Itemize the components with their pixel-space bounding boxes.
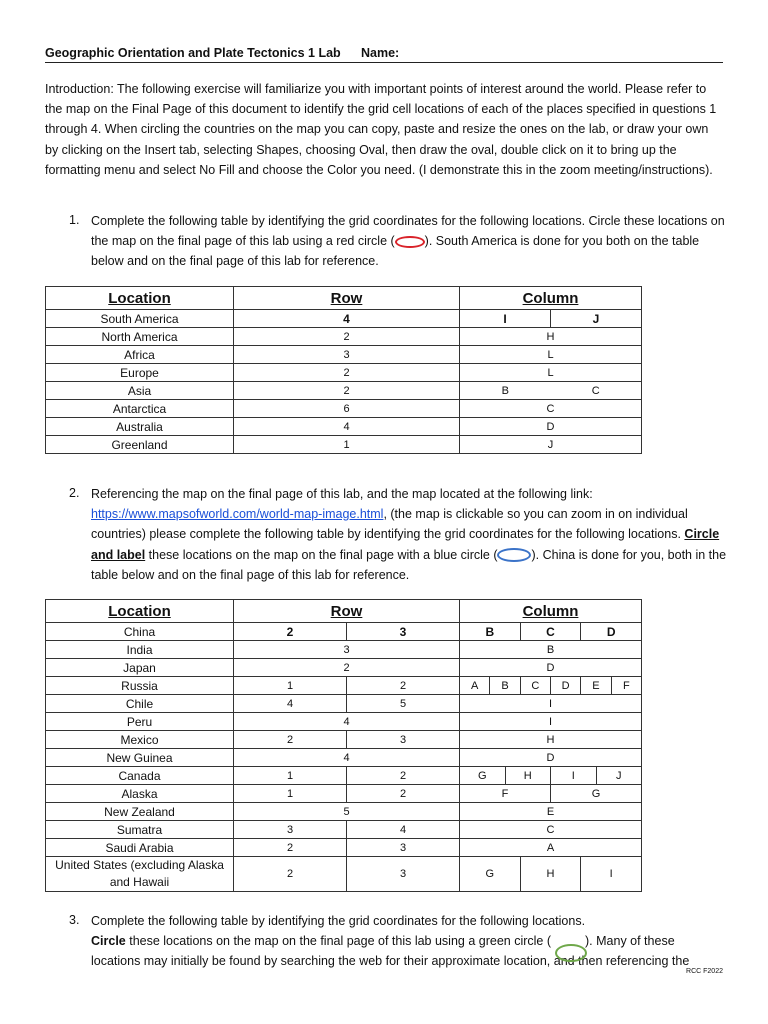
column-header: Row [234, 287, 460, 310]
table-row [46, 677, 642, 695]
row-cell [234, 382, 460, 400]
column-cell [460, 400, 642, 418]
column-value: B [546, 643, 555, 656]
row-value: 2 [343, 366, 350, 379]
table-row [46, 803, 642, 821]
column-cell [460, 695, 642, 713]
column-header: Location [46, 287, 234, 310]
column-value: A [470, 679, 479, 692]
question-1-number: 1. [69, 213, 80, 227]
row-cell [234, 418, 460, 436]
column-value: F [611, 677, 641, 694]
location-cell: Mexico [46, 731, 234, 749]
table-row [46, 731, 642, 749]
q3-text-b: these locations on the map on the final page of this lab using a green circle ( [125, 934, 552, 949]
column-value: C [520, 623, 581, 640]
row-value: 3 [346, 623, 459, 640]
row-value: 3 [346, 857, 459, 891]
row-cell [234, 785, 460, 803]
row-value: 2 [346, 767, 459, 784]
location-cell: Japan [46, 659, 234, 677]
row-cell [234, 436, 460, 454]
q2-text-d: ). China is done for you, both in the table below and on the final page of this lab for reference. [91, 547, 727, 582]
column-value: I [548, 715, 553, 728]
location-cell: Saudi Arabia [46, 839, 234, 857]
column-cell [460, 382, 642, 400]
row-cell [234, 713, 460, 731]
column-cell [460, 821, 642, 839]
row-value: 2 [343, 330, 350, 343]
column-value: I [580, 857, 641, 891]
row-value: 2 [343, 384, 350, 397]
q3-text-a: Complete the following table by identifying the grid coordinates for the following locations. [91, 914, 586, 928]
table-row [46, 382, 642, 400]
column-value: B [485, 624, 495, 639]
column-value: G [485, 868, 495, 880]
row-value: 1 [286, 769, 294, 782]
location-cell: Alaska [46, 785, 234, 803]
question-1-text [91, 211, 727, 272]
table-row [46, 839, 642, 857]
column-value: L [547, 366, 554, 379]
q2-text-a: Referencing the map on the final page of this lab, and the map located at the following link: [91, 487, 593, 501]
column-cell [460, 749, 642, 767]
row-value: 4 [343, 420, 350, 433]
row-cell [234, 641, 460, 659]
column-value: C [520, 677, 550, 694]
table-row [46, 310, 642, 328]
row-value: 2 [286, 868, 294, 880]
table-row [46, 641, 642, 659]
column-cell [460, 641, 642, 659]
location-cell: Russia [46, 677, 234, 695]
column-cell [460, 713, 642, 731]
column-value: D [580, 623, 641, 640]
column-cell [460, 785, 642, 803]
row-cell [234, 767, 460, 785]
table-row [46, 659, 642, 677]
column-header: Location [46, 600, 234, 623]
location-cell: China [46, 623, 234, 641]
location-cell: South America [46, 310, 234, 328]
row-value: 3 [346, 839, 459, 856]
column-cell [460, 803, 642, 821]
column-value: C [591, 384, 600, 397]
row-value: 2 [286, 733, 294, 746]
table-row [46, 346, 642, 364]
row-value: 2 [346, 785, 459, 802]
row-value: 2 [286, 841, 294, 854]
location-cell: Sumatra [46, 821, 234, 839]
row-value: 1 [286, 787, 294, 800]
column-cell [460, 659, 642, 677]
lab-title: Geographic Orientation and Plate Tectonics 1 Lab [45, 46, 341, 60]
location-cell: North America [46, 328, 234, 346]
column-value: L [547, 348, 554, 361]
row-value: 1 [343, 438, 350, 451]
q2-bold-phrase: Circle and label [91, 527, 720, 562]
column-cell [460, 364, 642, 382]
column-value: J [596, 767, 642, 784]
column-cell [460, 436, 642, 454]
name-label: Name: [361, 46, 400, 60]
q2-text-c: these locations on the map on the final page with a blue circle ( [145, 547, 498, 562]
column-value: H [520, 857, 581, 891]
row-cell [234, 749, 460, 767]
location-cell: New Zealand [46, 803, 234, 821]
question-3-number: 3. [69, 913, 80, 927]
row-value: 5 [343, 805, 350, 818]
table-row [46, 328, 642, 346]
location-cell: Asia [46, 382, 234, 400]
table-row [46, 749, 642, 767]
blue-circle-icon [497, 548, 531, 562]
footer-code: RCC F2022 [686, 968, 723, 975]
q1-text-a: Complete the following table by identifying the grid coordinates for the following locations. Circle these locations on the map on the final page of this lab using a red circle ( [91, 214, 725, 249]
column-value: I [550, 767, 596, 784]
location-cell: New Guinea [46, 749, 234, 767]
column-cell [460, 418, 642, 436]
row-cell [234, 731, 460, 749]
column-value: H [546, 330, 555, 343]
column-value: H [546, 733, 555, 746]
q3-text-c: ). Many of these locations may initially be found by searching the web for their approximate location, and then referencing the [91, 934, 690, 969]
column-value: D [546, 420, 555, 433]
location-cell: Antarctica [46, 400, 234, 418]
column-value: C [546, 823, 555, 836]
column-cell [460, 623, 642, 641]
column-value: E [580, 677, 610, 694]
location-cell: India [46, 641, 234, 659]
table-row [46, 418, 642, 436]
question-2-number: 2. [69, 486, 80, 500]
table-2 [45, 599, 642, 892]
row-value: 4 [343, 751, 350, 764]
row-value: 4 [286, 697, 294, 710]
row-value: 3 [343, 643, 350, 656]
location-cell: Peru [46, 713, 234, 731]
column-value: B [501, 384, 509, 397]
world-map-link[interactable]: https://www.mapsofworld.com/world-map-image.html [91, 507, 384, 522]
row-value: 2 [343, 661, 350, 674]
red-circle-icon [395, 236, 425, 248]
row-cell [234, 310, 460, 328]
location-cell: United States (excluding Alaska and Hawaii [46, 857, 234, 892]
row-value: 4 [343, 715, 350, 728]
column-value: B [489, 677, 519, 694]
table-1 [45, 286, 642, 454]
column-value: I [548, 697, 553, 710]
row-value: 2 [286, 624, 294, 639]
row-cell [234, 659, 460, 677]
location-cell: Chile [46, 695, 234, 713]
column-cell [460, 857, 642, 892]
introduction-paragraph: Introduction: The following exercise will familiarize you with important points of interest around the world. Please refer to the map on the Final Page of this document to identify the grid cell locations of each of the places specified in questions 1 through 4. When circling the countries on the map you can copy, paste and resize the ones on the lab, or draw your own by clicking on the Insert tab, selecting Shapes, choosing Oval, then draw the oval, double click on it to bring up the formatting menu and select No Fill and choose the Color you need. (I demonstrate this in the zoom meeting/instructions). [45, 82, 717, 177]
row-value: 6 [343, 402, 350, 415]
row-cell [234, 328, 460, 346]
table-header-row [46, 600, 642, 623]
column-value: D [546, 751, 555, 764]
row-value: 3 [286, 823, 294, 836]
row-value: 4 [343, 311, 350, 326]
row-cell [234, 857, 460, 892]
column-cell [460, 731, 642, 749]
table-row [46, 623, 642, 641]
column-value: D [550, 677, 580, 694]
name-line [45, 62, 723, 63]
location-cell: Africa [46, 346, 234, 364]
table-row [46, 400, 642, 418]
row-cell [234, 364, 460, 382]
green-circle-icon [555, 944, 587, 962]
row-value: 4 [346, 821, 459, 838]
question-3-text [91, 911, 727, 972]
column-value: H [505, 767, 551, 784]
row-cell [234, 821, 460, 839]
row-value: 5 [346, 695, 459, 712]
row-cell [234, 346, 460, 364]
row-value: 3 [346, 731, 459, 748]
table-row [46, 767, 642, 785]
table-row [46, 785, 642, 803]
column-value: I [503, 311, 507, 326]
column-cell [460, 677, 642, 695]
column-cell [460, 346, 642, 364]
column-header: Column [460, 600, 642, 623]
row-cell [234, 677, 460, 695]
column-header: Row [234, 600, 460, 623]
row-cell [234, 695, 460, 713]
table-row [46, 695, 642, 713]
column-value: J [547, 438, 554, 451]
q3-bold-word: Circle [91, 934, 126, 949]
q1-text-b: ). South America is done for you both on the table below and on the final page of this lab for reference. [91, 234, 700, 269]
location-cell: Australia [46, 418, 234, 436]
column-cell [460, 767, 642, 785]
column-value: G [550, 785, 641, 802]
column-value: D [546, 661, 555, 674]
table-header-row [46, 287, 642, 310]
column-cell [460, 839, 642, 857]
column-value: G [477, 769, 487, 782]
table-row [46, 857, 642, 892]
table-row [46, 436, 642, 454]
row-value: 1 [286, 679, 294, 692]
column-header: Column [460, 287, 642, 310]
column-cell [460, 310, 642, 328]
table-row [46, 713, 642, 731]
question-2-text [91, 484, 727, 585]
row-value: 3 [343, 348, 350, 361]
column-value: J [550, 310, 641, 327]
q2-text-b: , (the map is clickable so you can zoom in on individual countries) please complete the following table by identifying the grid coordinates for the following locations. [91, 507, 688, 542]
column-value: C [546, 402, 555, 415]
row-cell [234, 803, 460, 821]
table-row [46, 364, 642, 382]
row-value: 2 [346, 677, 459, 694]
location-cell: Europe [46, 364, 234, 382]
table-row [46, 821, 642, 839]
column-value: F [501, 787, 509, 800]
row-cell [234, 623, 460, 641]
column-value: E [546, 805, 555, 818]
row-cell [234, 400, 460, 418]
column-cell [460, 328, 642, 346]
location-cell: Canada [46, 767, 234, 785]
row-cell [234, 839, 460, 857]
column-value: A [546, 841, 555, 854]
location-cell: Greenland [46, 436, 234, 454]
